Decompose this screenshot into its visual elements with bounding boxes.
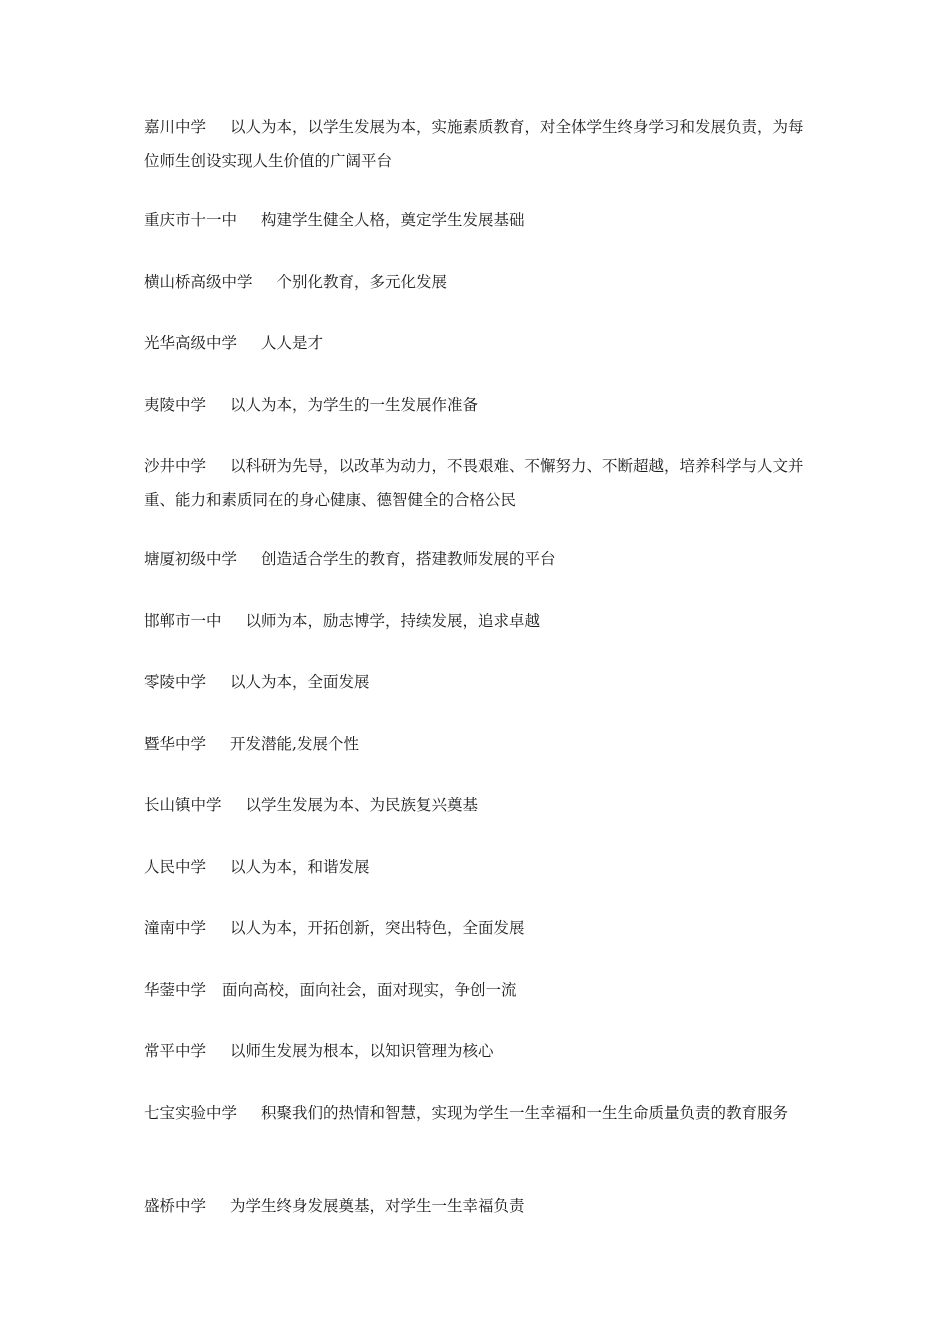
school-name: 零陵中学 bbox=[144, 673, 207, 691]
school-motto: 以科研为先导，以改革为动力，不畏艰难、不懈努力、不断超越，培养科学与人文并重、能力和素质同在的身心健康、德智健全的合格公民 bbox=[144, 457, 804, 509]
motto-entry-13 bbox=[144, 911, 814, 945]
motto-entry-16 bbox=[144, 1096, 814, 1130]
school-name: 光华高级中学 bbox=[144, 334, 238, 352]
motto-entry-1 bbox=[144, 110, 814, 178]
school-name: 暨华中学 bbox=[144, 735, 207, 753]
school-name: 长山镇中学 bbox=[144, 796, 222, 814]
school-name: 人民中学 bbox=[144, 858, 207, 876]
school-name: 潼南中学 bbox=[144, 919, 207, 937]
school-motto: 以人为本，为学生的一生发展作准备 bbox=[230, 396, 479, 414]
motto-entry-4 bbox=[144, 326, 814, 360]
school-motto: 以人为本，以学生发展为本，实施素质教育，对全体学生终身学习和发展负责，为每位师生创设实现人生价值的广阔平台 bbox=[144, 118, 804, 170]
school-name: 盛桥中学 bbox=[144, 1197, 207, 1215]
school-name: 邯郸市一中 bbox=[144, 612, 222, 630]
motto-entry-2 bbox=[144, 203, 814, 237]
school-motto: 以人为本，和谐发展 bbox=[230, 858, 370, 876]
school-name: 沙井中学 bbox=[144, 457, 207, 475]
school-motto: 以人为本，全面发展 bbox=[230, 673, 370, 691]
motto-entry-17 bbox=[144, 1189, 814, 1223]
school-motto: 开发潜能,发展个性 bbox=[230, 735, 359, 753]
motto-entry-6 bbox=[144, 449, 814, 517]
motto-entry-11 bbox=[144, 788, 814, 822]
motto-entry-9 bbox=[144, 665, 814, 699]
school-motto: 以人为本，开拓创新，突出特色，全面发展 bbox=[230, 919, 525, 937]
school-motto: 积聚我们的热情和智慧，实现为学生一生幸福和一生生命质量负责的教育服务 bbox=[261, 1104, 789, 1122]
school-motto: 构建学生健全人格，奠定学生发展基础 bbox=[261, 211, 525, 229]
school-motto: 个别化教育，多元化发展 bbox=[276, 273, 448, 291]
motto-entry-5 bbox=[144, 388, 814, 422]
school-motto: 人人是才 bbox=[261, 334, 324, 352]
school-motto: 创造适合学生的教育，搭建教师发展的平台 bbox=[261, 550, 556, 568]
school-motto: 以师为本，励志博学，持续发展，追求卓越 bbox=[245, 612, 541, 630]
motto-entry-15 bbox=[144, 1034, 814, 1068]
school-name: 重庆市十一中 bbox=[144, 211, 238, 229]
school-name: 横山桥高级中学 bbox=[144, 273, 253, 291]
motto-entry-3 bbox=[144, 265, 814, 299]
motto-entry-8 bbox=[144, 604, 814, 638]
school-motto: 以学生发展为本、为民族复兴奠基 bbox=[245, 796, 479, 814]
school-name: 塘厦初级中学 bbox=[144, 550, 238, 568]
motto-entry-12 bbox=[144, 850, 814, 884]
school-motto: 以师生发展为根本，以知识管理为核心 bbox=[230, 1042, 494, 1060]
motto-entry-14 bbox=[144, 973, 814, 1007]
school-motto: 为学生终身发展奠基，对学生一生幸福负责 bbox=[230, 1197, 525, 1215]
school-name: 嘉川中学 bbox=[144, 118, 207, 136]
motto-entry-10 bbox=[144, 727, 814, 761]
school-name: 七宝实验中学 bbox=[144, 1104, 238, 1122]
motto-entry-7 bbox=[144, 542, 814, 576]
school-name: 华蓥中学 bbox=[144, 981, 207, 999]
school-motto: 面向高校，面向社会，面对现实，争创一流 bbox=[222, 981, 517, 999]
school-name: 夷陵中学 bbox=[144, 396, 207, 414]
school-name: 常平中学 bbox=[144, 1042, 207, 1060]
